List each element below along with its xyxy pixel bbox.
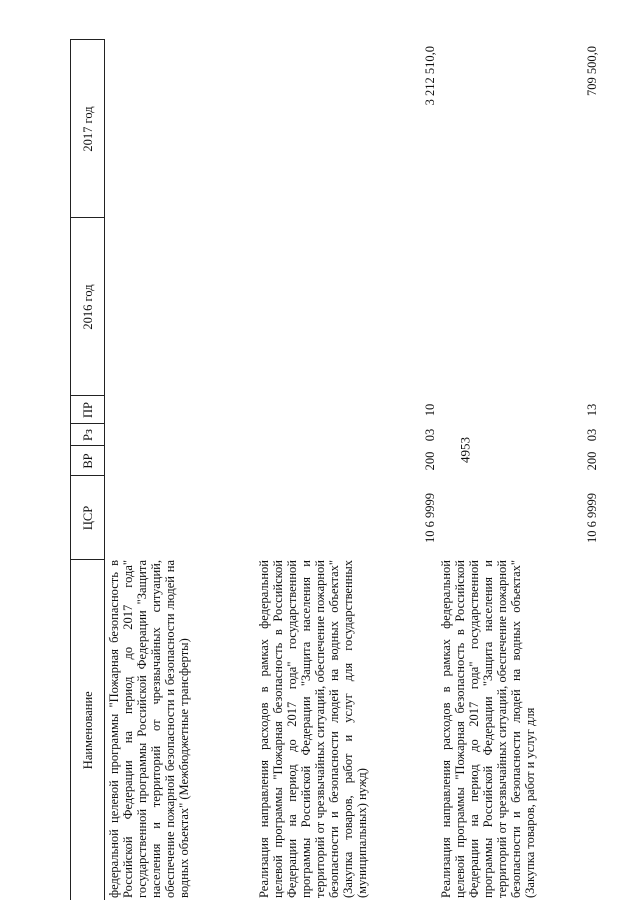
header-pr: ПР <box>71 396 105 424</box>
row-rz: 03 <box>584 428 599 442</box>
page-number: 4953 <box>457 437 473 463</box>
row-name: Реализация направления расходов в рамках федеральной целевой программы "Пожарная безопасность в Российской Федерации на период до 2017 года" государственной программы Российской Федерации "Защита населения и территорий от чрезвычайных ситуаций, обеспечение пожарной безопасности и безопасности людей на водных объектах" (Закупка товаров, работ и услуг для государственных (муниципальных) нужд) <box>256 560 369 898</box>
row-vr <box>105 446 257 476</box>
header-csr: ЦСР <box>71 476 105 560</box>
row-csr <box>105 476 257 560</box>
row-name: федеральной целевой программы "Пожарная безопасность в Российской Федерации на период до 2017 года" государственной программы Российской Федерации "Защита населения и территорий от чрезвычайных ситуаций, обеспечение пожарной безопасности и безопасности людей на водных объектах" (Межбюджетные трансферты) <box>107 560 191 898</box>
row-vr: 200 <box>422 451 437 471</box>
header-name: Наименование <box>71 560 105 900</box>
table-row <box>257 40 439 900</box>
row-2017: 709 500,0 <box>584 46 599 96</box>
row-rz: 03 <box>422 428 437 442</box>
budget-table <box>70 40 601 901</box>
table-header-row <box>71 40 105 900</box>
row-pr <box>105 396 257 424</box>
row-2017: 3 212 510,0 <box>422 46 437 106</box>
row-2017 <box>105 40 257 218</box>
row-pr: 10 <box>422 403 437 417</box>
row-csr: 10 6 9999 <box>422 493 437 543</box>
header-2016: 2016 год <box>71 218 105 396</box>
row-2016 <box>105 218 257 396</box>
row-2016 <box>257 218 439 396</box>
header-vr: ВР <box>71 446 105 476</box>
row-2016 <box>439 218 601 396</box>
header-2017: 2017 год <box>71 40 105 218</box>
row-csr: 10 6 9999 <box>584 493 599 543</box>
row-name: Реализация направления расходов в рамках федеральной целевой программы "Пожарная безопасность в Российской Федерации на период до 2017 года" государственной программы Российской Федерации "Защита населения и территорий от чрезвычайных ситуаций, обеспечение пожарной безопасности и безопасности людей на водных объектах" (Закупка товаров, работ и услуг для <box>438 560 537 898</box>
rotated-page-content <box>70 40 600 900</box>
row-rz <box>105 424 257 446</box>
row-pr: 13 <box>584 403 599 417</box>
table-row <box>105 40 257 900</box>
table-row <box>439 40 601 900</box>
row-vr: 200 <box>584 451 599 471</box>
header-rz: Рз <box>71 424 105 446</box>
